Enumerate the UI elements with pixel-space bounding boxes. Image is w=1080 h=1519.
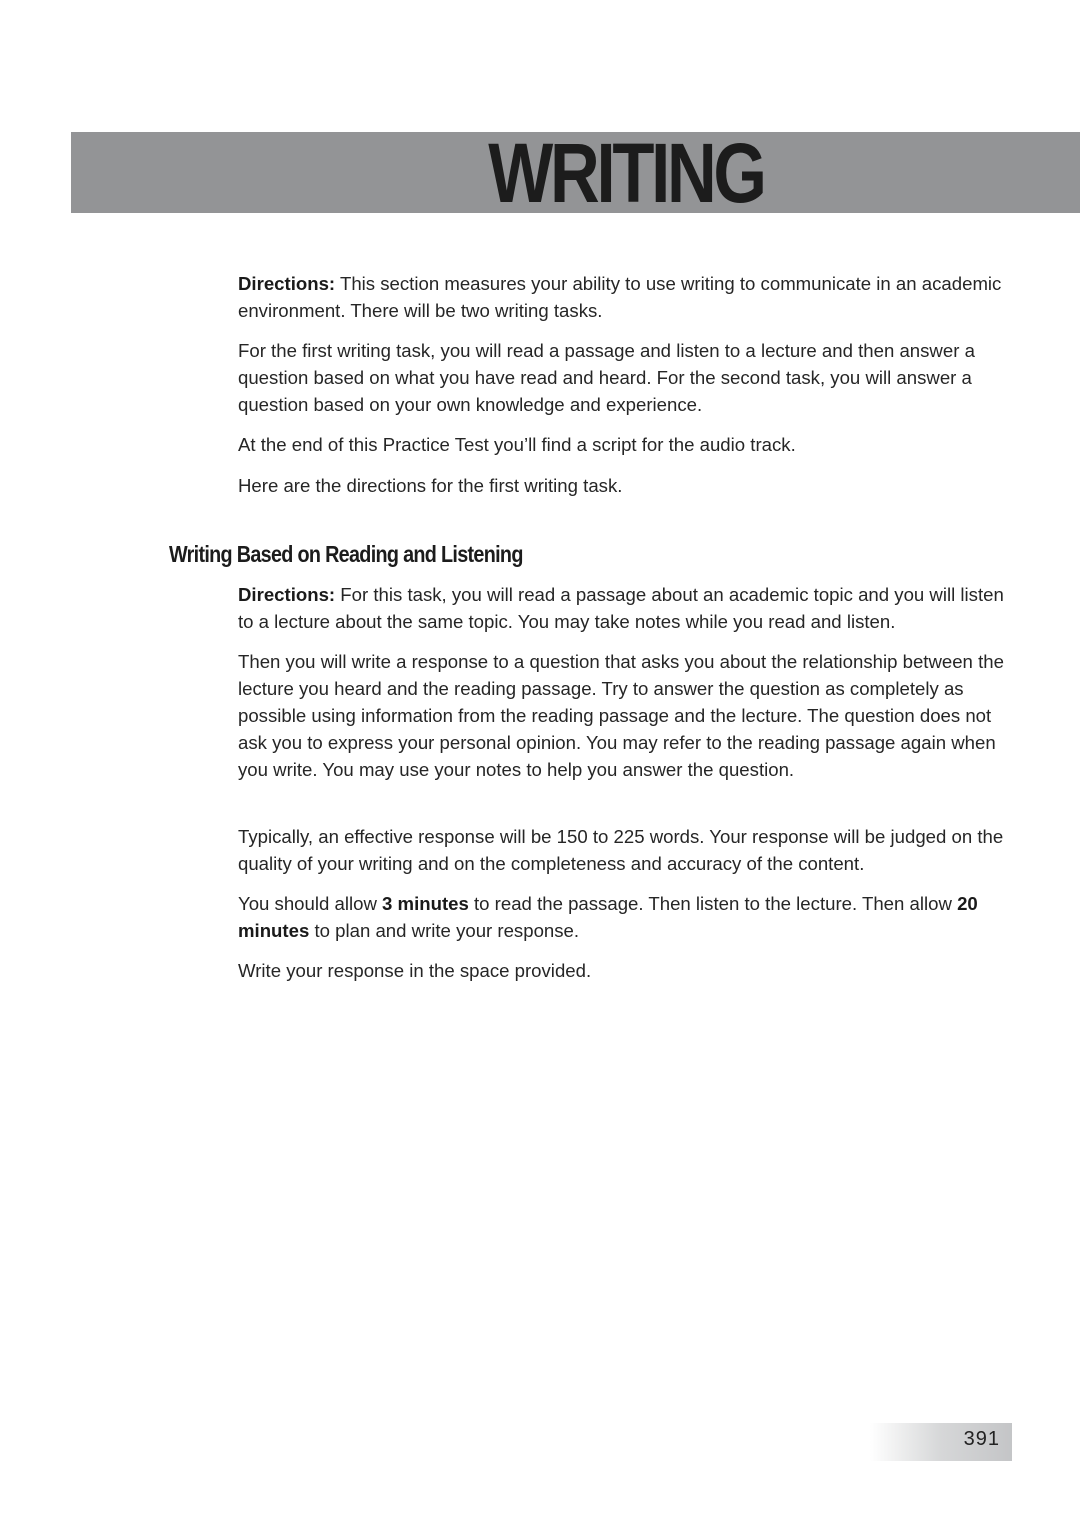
task-paragraph-length: Typically, an effective response will be 150 to 225 words. Your response will be judged on the quality of your writing and on the completeness and accuracy of the content. (238, 826, 1004, 874)
intro-paragraph-tasks: For the first writing task, you will read a passage and listen to a lecture and then answer a question based on what you have read and heard. For the second task, you will answer a question based on your own knowledge and experience. (238, 340, 975, 415)
task-paragraph-space: Write your response in the space provided. (238, 960, 592, 981)
page-number-box (870, 1423, 1012, 1461)
directions-label: Directions: (238, 584, 336, 605)
intro-paragraph-script: At the end of this Practice Test you’ll find a script for the audio track. (238, 434, 796, 455)
task-paragraph-response: Then you will write a response to a question that asks you about the relationship between the lecture you heard and the reading passage. Try to answer the question as completely as possible using information from the reading passage and the lecture. The question does not ask you to express your personal opinion. You may refer to the reading passage again when you write. You may use your notes to help you answer the question. (238, 651, 1004, 780)
task-paragraph-timing: You should allow 3 minutes to read the passage. Then listen to the lecture. Then allow 20 minutes to plan and write your response. (238, 893, 978, 941)
intro-paragraph-first-task: Here are the directions for the first writing task. (238, 475, 623, 496)
directions-label: Directions: (238, 273, 336, 294)
section-title: WRITING (488, 126, 764, 220)
task-directions: Directions: For this task, you will read a passage about an academic topic and you will listen to a lecture about the same topic. You may take notes while you read and listen. (238, 584, 1004, 632)
page-number: 391 (963, 1428, 1000, 1450)
intro-directions: Directions: This section measures your ability to use writing to communicate in an academic environment. There will be two writing tasks. (238, 273, 1002, 321)
section-heading: Writing Based on Reading and Listening (169, 541, 523, 567)
